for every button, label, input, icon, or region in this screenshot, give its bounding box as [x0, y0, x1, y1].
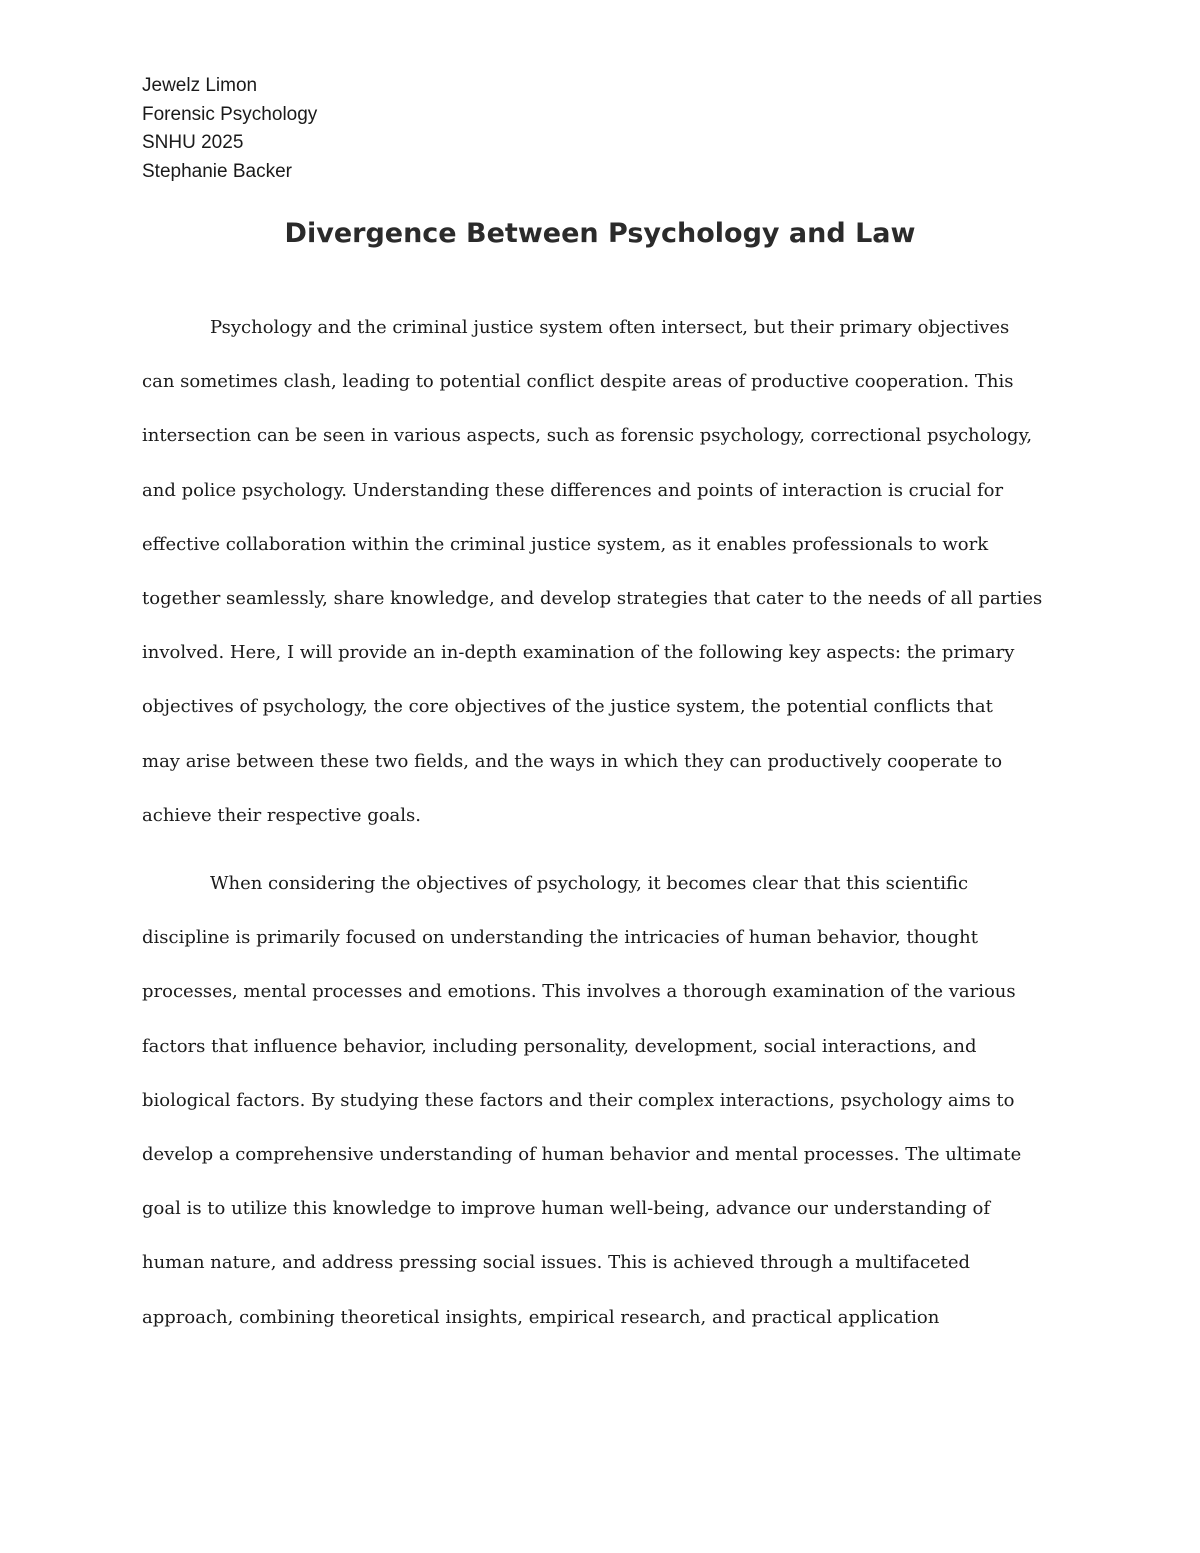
- text-line: intersection can be seen in various aspects, such as forensic psychology, correctional psychology,: [142, 425, 1033, 447]
- course-name: Forensic Psychology: [142, 103, 318, 125]
- text-line: processes, mental processes and emotions. This involves a thorough examination of the various: [142, 981, 1016, 1003]
- instructor-name: Stephanie Backer: [142, 160, 292, 182]
- text-line: approach, combining theoretical insights, empirical research, and practical application: [142, 1306, 940, 1328]
- text-line: factors that influence behavior, including personality, development, social interactions, and: [142, 1035, 977, 1057]
- paragraph-1: [142, 301, 1060, 843]
- text-line: Psychology and the criminal justice system often intersect, but their primary objectives: [210, 317, 1010, 338]
- document-title: Divergence Between Psychology and Law: [284, 218, 916, 249]
- document-body: [142, 301, 1060, 1359]
- text-line: effective collaboration within the criminal justice system, as it enables professionals to work: [142, 533, 989, 555]
- text-line: together seamlessly, share knowledge, and develop strategies that cater to the needs of all parties: [142, 588, 1043, 610]
- author-name: Jewelz Limon: [142, 75, 258, 96]
- text-line: goal is to utilize this knowledge to improve human well-being, advance our understanding of: [142, 1198, 991, 1220]
- institution: SNHU 2025: [142, 132, 244, 153]
- paragraph-2: [142, 857, 1060, 1345]
- text-line: may arise between these two fields, and the ways in which they can productively cooperate to: [142, 750, 1003, 772]
- text-line: achieve their respective goals.: [142, 804, 422, 826]
- text-line: involved. Here, I will provide an in-depth examination of the following key aspects: the primary: [142, 642, 1015, 664]
- text-line: When considering the objectives of psychology, it becomes clear that this scientific: [210, 873, 969, 895]
- header-block: [142, 72, 317, 186]
- text-line: and police psychology. Understanding these differences and points of interaction is crucial for: [142, 479, 1004, 501]
- text-line: discipline is primarily focused on understanding the intricacies of human behavior, thought: [142, 927, 978, 949]
- text-line: objectives of psychology, the core objectives of the justice system, the potential conflicts that: [142, 696, 993, 718]
- text-line: biological factors. By studying these factors and their complex interactions, psychology aims to: [142, 1089, 1015, 1111]
- text-line: human nature, and address pressing social issues. This is achieved through a multifaceted: [142, 1252, 971, 1274]
- text-line: develop a comprehensive understanding of human behavior and mental processes. The ultimate: [142, 1144, 1022, 1166]
- text-line: can sometimes clash, leading to potential conflict despite areas of productive cooperation. This: [142, 371, 1014, 393]
